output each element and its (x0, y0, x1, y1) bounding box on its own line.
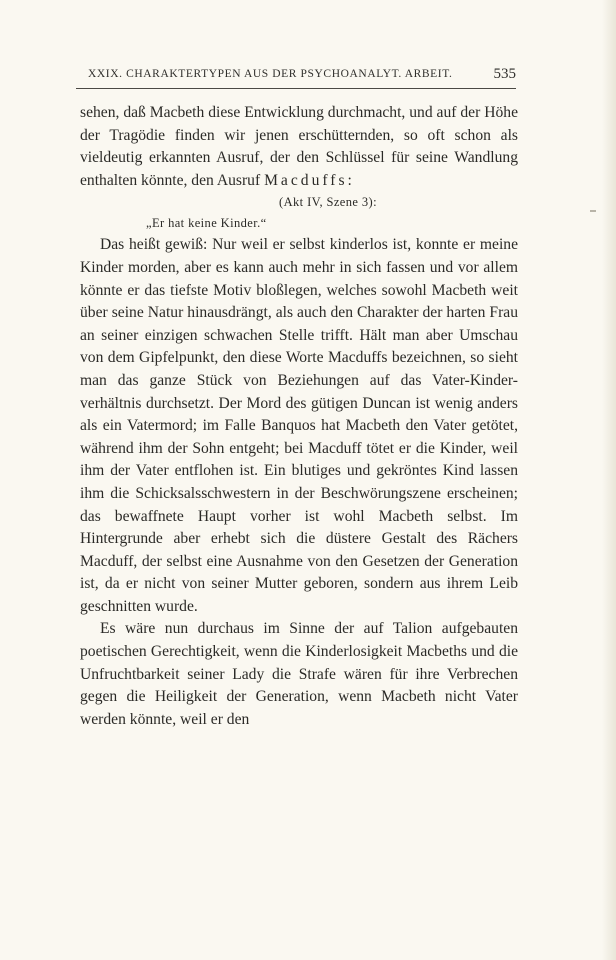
running-head: XXIX. CHARAKTERTYPEN AUS DER PSYCHOANALYT. ARBEIT. (88, 68, 453, 80)
body-text (80, 102, 518, 731)
page-header (76, 66, 516, 89)
act-reference: (Akt IV, Szene 3): (279, 195, 377, 210)
paragraph-1-text: sehen, daß Macbeth diese Entwicklung durchmacht, und auf der Höhe der Tragödie finden wir jenen erschütternden, so oft schon als vieldeutig erkannten Ausruf, der den Schlüssel für seine Wandlung enthalten könnte, den Ausruf (80, 104, 518, 189)
page-edge-shadow (602, 0, 616, 960)
paragraph-2: Das heißt gewiß: Nur weil er selbst kinderlos ist, konnte er meine Kinder morden, aber es kann auch mehr in sich fassen und vor allem könnte er das tiefste Motiv bloßlegen, welches sowohl Macbeth weit über seine Natur hinausdrängt, als auch den Charakter der harten Frau an seiner einzigen schwachen Stelle trifft. Hält man aber Umschau von dem Gipfelpunkt, den diese Worte Macduffs bezeichnen, so sieht man das ganze Stück von Beziehungen auf das Vater-Kinder-verhältnis durchsetzt. Der Mord des gütigen Duncan ist wenig anders als ein Vatermord; im Falle Banquos hat Macbeth den Vater getötet, während ihm der Sohn entgeht; bei Macduff tötet er die Kinder, weil ihm der Vater entflohen ist. Ein blutiges und gekröntes Kind lassen ihm die Schicksalsschwestern in der Beschwörungszene erscheinen; das bewaffnete Haupt vorher ist wohl Macbeth selbst. Im Hintergrunde aber erhebt sich die düstere Gestalt des Rächers Macduff, der selbst eine Ausnahme von den Gesetzen der Generation ist, da er nicht von seiner Mutter geboren, sondern aus ihrem Leib geschnitten wurde. (80, 236, 518, 615)
page-number: 535 (493, 66, 516, 82)
emphasized-name: Macduffs: (264, 171, 355, 189)
quotation: „Er hat keine Kinder.“ (146, 216, 267, 231)
paragraph-1 (80, 102, 518, 192)
margin-mark (590, 210, 596, 212)
paragraph-3: Es wäre nun durchaus im Sinne der auf Talion aufgebauten poetischen Gerechtigkeit, wenn die Kinderlosigkeit Macbeths und die Unfruchtbarkeit seiner Lady die Strafe wären für ihre Verbrechen gegen die Heiligkeit der Generation, wenn Macbeth nicht Vater werden könnte, weil er den (80, 620, 518, 728)
